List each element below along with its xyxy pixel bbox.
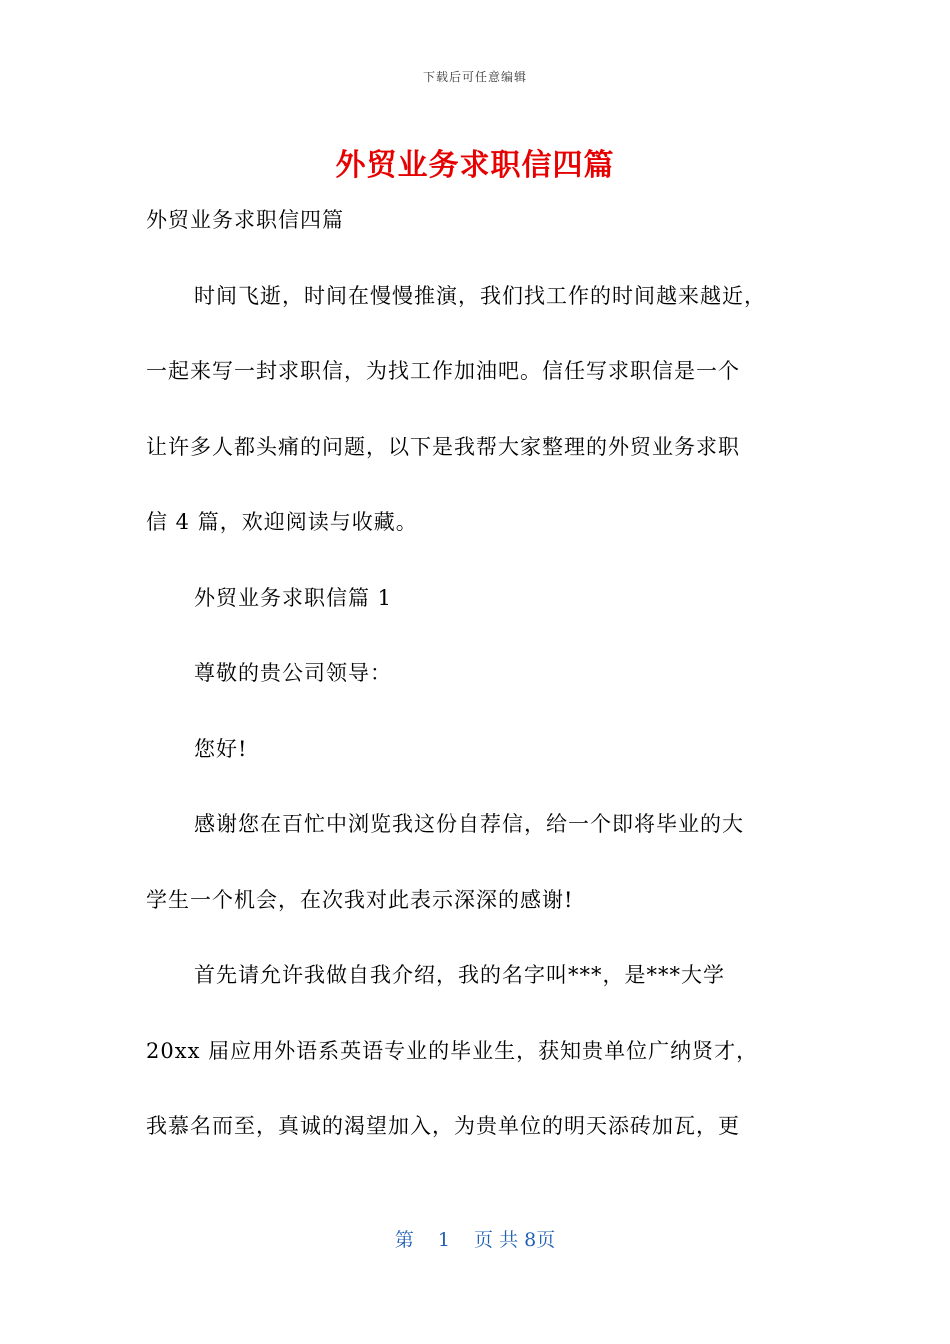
paragraph-line: 我慕名而至，真诚的渴望加入，为贵单位的明天添砖加瓦，更 (146, 1114, 740, 1138)
page-total: 8页 (524, 1229, 556, 1251)
page-footer (0, 1225, 950, 1252)
footer-middle: 页 共 (474, 1229, 519, 1251)
section-heading: 外贸业务求职信篇 1 (194, 585, 393, 610)
paragraph-line: 感谢您在百忙中浏览我这份自荐信，给一个即将毕业的大 (194, 812, 744, 836)
paragraph-line: 一起来写一封求职信，为找工作加油吧。信任写求职信是一个 (146, 359, 740, 383)
greeting: 您好! (194, 736, 248, 761)
footer-prefix: 第 (394, 1229, 414, 1251)
subtitle-line: 外贸业务求职信四篇 (146, 208, 344, 232)
paragraph-line: 首先请允许我做自我介绍，我的名字叫***，是***大学 (194, 963, 725, 987)
paragraph-line: 学生一个机会，在次我对此表示深深的感谢! (146, 887, 574, 912)
document-title: 外贸业务求职信四篇 (335, 148, 615, 183)
header-note: 下载后可任意编辑 (422, 70, 527, 84)
paragraph-line: 20xx 届应用外语系英语专业的毕业生，获知贵单位广纳贤才， (146, 1038, 759, 1063)
paragraph-line: 信 4 篇，欢迎阅读与收藏。 (146, 510, 418, 534)
paragraph-line: 让许多人都头痛的问题，以下是我帮大家整理的外贸业务求职 (146, 434, 740, 459)
salutation: 尊敬的贵公司领导： (194, 661, 392, 685)
paragraph-line: 时间飞逝，时间在慢慢推演，我们找工作的时间越来越近， (194, 283, 766, 308)
document-body (146, 200, 806, 1182)
page-number: 1 (437, 1229, 450, 1251)
